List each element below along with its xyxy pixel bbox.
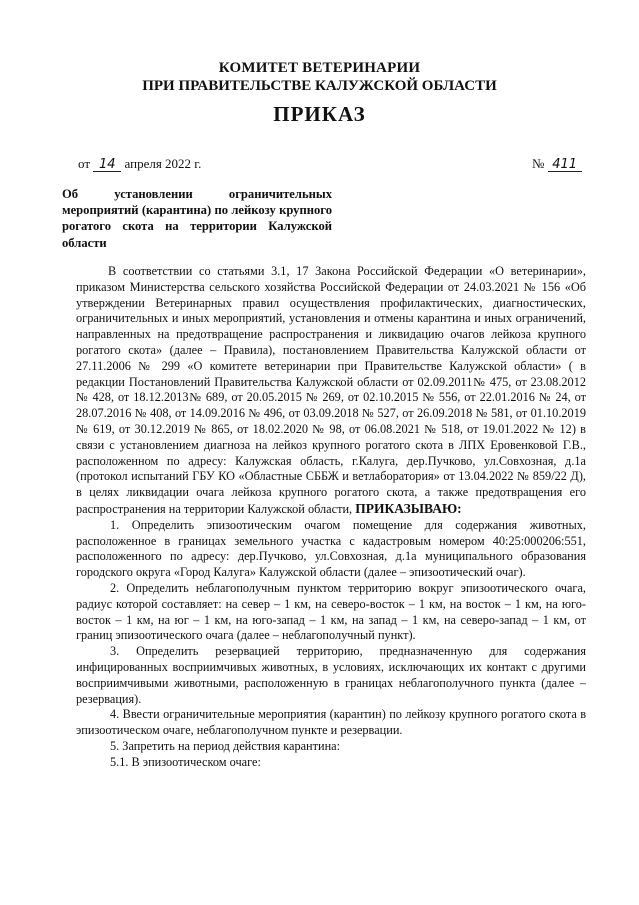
preamble-paragraph [76, 264, 586, 518]
order-item-1: 1. Определить эпизоотическим очагом помещение для содержания животных, расположенное в границах земельного участка с кадастровым номером 40:25:000206:551, расположенного по адресу: дер.Пучково, ул.Совхозная, д.1а муниципального образования городского округа «Город Калуга» Калужской области (далее – эпизоотический очаг). [76, 517, 586, 580]
order-item-4: 4. Ввести ограничительные мероприятия (карантин) по лейкозу крупного рогатого скота в эпизоотическом очаге, неблагополучном пункте и резервации. [76, 707, 586, 738]
order-item-5-1: 5.1. В эпизоотическом очаге: [110, 754, 261, 769]
order-body [76, 264, 586, 771]
order-date [78, 156, 201, 172]
handwritten-number: 411 [548, 158, 582, 172]
date-rest: апреля 2022 г. [124, 156, 202, 171]
committee-subtitle: ПРИ ПРАВИТЕЛЬСТВЕ КАЛУЖСКОЙ ОБЛАСТИ [142, 78, 497, 94]
order-subject: Об установлении ограничительных мероприятий (карантина) по лейкозу крупного рогатого скота на территории Калужской области [62, 187, 332, 250]
number-prefix: № [532, 156, 545, 171]
committee-name: КОМИТЕТ ВЕТЕРИНАРИИ [218, 60, 421, 76]
order-number [532, 156, 582, 172]
order-item-2: 2. Определить неблагополучным пунктом территорию вокруг эпизоотического очага, радиус которой составляет: на север – 1 км, на северо-восток – 1 км, на восток – 1 км, на юго-восток – 1 км, на юг – 1 км, на юго-запад – 1 км, на запад – 1 км, на северо-запад – 1 км, от границ эпизоотического очага (далее – неблагополучный пункт). [76, 580, 586, 643]
order-item-5: 5. Запретить на период действия карантина: [110, 738, 341, 753]
document-title: ПРИКАЗ [273, 102, 366, 126]
handwritten-day: 14 [93, 158, 121, 172]
order-word: ПРИКАЗЫВАЮ: [355, 500, 462, 516]
order-item-3: 3. Определить резервацией территорию, предназначенную для содержания инфицированных восприимчивых животных, в условиях, исключающих их контакт с другими восприимчивыми животными, расположенную в границах неблагополучного пункта (далее – резервация). [76, 644, 586, 706]
preamble-text: В соответствии со статьями 3.1, 17 Закона Российской Федерации «О ветеринарии», приказом Министерства сельского хозяйства Российской Федерации от 24.03.2021 № 156 «Об утверждении Ветеринарных правил осуществления профилактических, диагностических, ограничительных и иных мероприятий, установления и отмены карантина и иных ограничений, направленных на предотвращение распространения и ликвидацию очагов лейкоза крупного рогатого скота» (далее – Правила), постановлением Правительства Калужской области от 27.11.2006 № 299 «О комитете ветеринарии при Правительстве Калужской области» ( в редакции Постановлений Правительства Калужской области от 02.09.2011№ 475, от 23.08.2012 № 428, от 18.12.2013№ 689, от 20.05.2015 № 269, от 02.10.2015 № 556, от 22.01.2016 № 24, от 28.07.2016 № 408, от 14.09.2016 № 496, от 03.09.2018 № 527, от 26.09.2018 № 581, от 01.10.2019 № 619, от 30.12.2019 № 865, от 18.02.2020 № 98, от 06.08.2021 № 518, от 19.01.2022 № 12) в связи с установлением диагноза на лейкоз крупного рогатого скота в ЛПХ Еровенковой Г.В., расположенном по адресу: Калужская область, г.Калуга, дер.Пучково, ул.Совхозная, д.1а (протокол испытаний ГБУ КО «Областные СББЖ и ветлаборатория» от 13.04.2022 № 859/22 Д), в целях ликвидации очага лейкоза крупного рогатого скота, а также предотвращения его распространения на территории Калужской области, [76, 264, 586, 516]
date-prefix: от [78, 156, 91, 171]
